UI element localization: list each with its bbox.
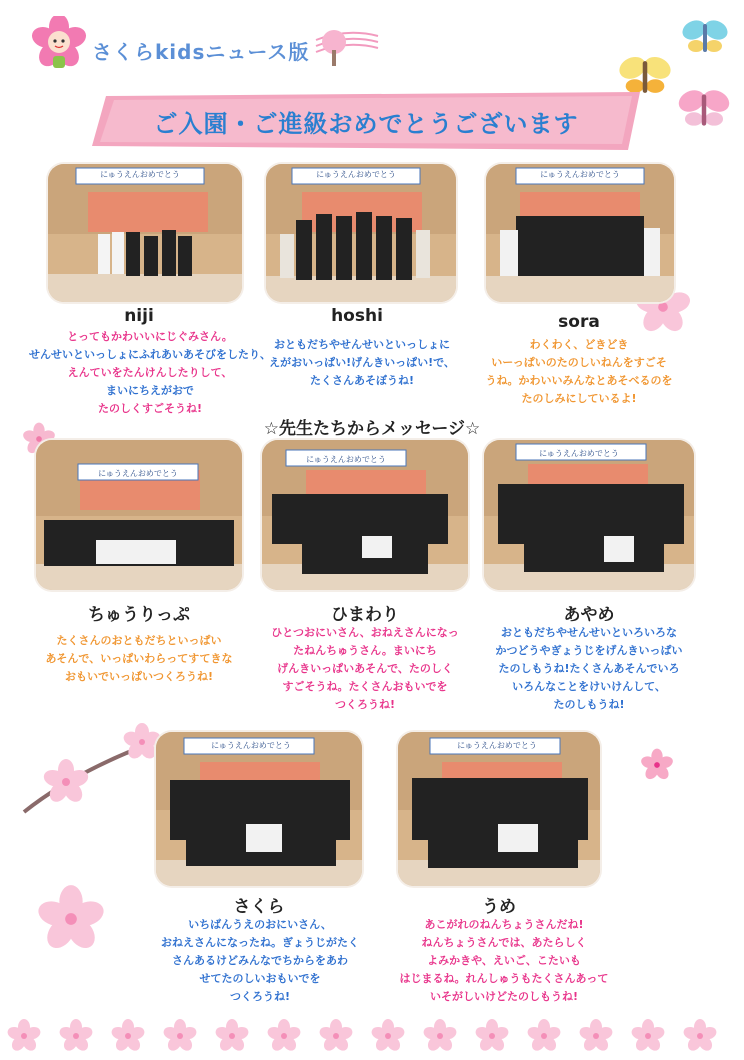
class-message-sakura: いちばんうえのおにいさん、 おねえさんになったね。ぎょうじがたく さんあるけどみんなでちからをあわ せてたのしいおもいでを つくろうね! (161, 918, 359, 1003)
class-message-tulip: たくさんのおともだちといっぱい あそんで、いっぱいわらってすてきな おもいでいっぱいつくろうね! (45, 634, 233, 683)
class-photo-niji (48, 164, 242, 302)
class-photo-sora (486, 164, 674, 302)
class-photo-sakura (156, 732, 362, 886)
class-name-tulip: ちゅうりっぷ (88, 605, 190, 625)
photo-sign: にゅうえんおめでとう (540, 170, 620, 179)
sakura-branch-icon (14, 712, 164, 826)
butterfly-icon (680, 16, 730, 64)
butterfly-icon (676, 84, 732, 140)
mascot-icon (28, 16, 90, 74)
photo-sign: にゅうえんおめでとう (98, 469, 178, 478)
class-name-hoshi: hoshi (331, 306, 383, 326)
page-title: ご入園・ご進級おめでとうございます (153, 110, 579, 138)
class-name-niji: niji (124, 306, 154, 326)
photo-sign: にゅうえんおめでとう (316, 170, 396, 179)
newsletter-brand: さくらkidsニュース版 (92, 40, 310, 64)
sakura-flower-icon (36, 884, 106, 958)
class-name-ayame: あやめ (563, 605, 615, 625)
class-message-niji: とってもかわいいにじぐみさん。 せんせいといっしょにふれあいあそびをしたり、 えんていをたんけんしたりして、 まいにちえがおで たのしくすごそうね! (29, 330, 271, 415)
photo-sign: にゅうえんおめでとう (306, 455, 386, 464)
class-message-hoshi: おともだちやせんせいといっしょに えがおいっぱい!げんきいっぱい!で、 たくさんあそぼうね! (269, 338, 455, 387)
class-message-ayame: おともだちやせんせいといろいろな かつどうやぎょうじをげんきいっぱい たのしもうね!たくさんあそんでいろ いろんなことをけいけんして、 たのしもうね! (495, 626, 683, 711)
class-photo-ayame (484, 440, 694, 590)
class-name-sora: sora (558, 312, 600, 332)
class-photo-tulip (36, 440, 242, 590)
class-message-sora: わくわく、どきどき いーっぱいのたのしいねんをすごそ うね。かわいいみんなとあそべるのを たのしみにしているよ! (485, 338, 673, 405)
photo-sign: にゅうえんおめでとう (457, 741, 537, 750)
photo-sign: にゅうえんおめでとう (211, 741, 291, 750)
section-title: ☆先生たちからメッセージ☆ (263, 419, 481, 439)
class-name-himawari: ひまわり (331, 605, 399, 625)
class-photo-hoshi (266, 164, 456, 302)
cherry-tree-icon (312, 22, 382, 68)
sakura-flower-icon (640, 748, 674, 786)
photo-sign: にゅうえんおめでとう (539, 449, 619, 458)
flower-border (0, 1016, 744, 1056)
class-name-sakura: さくら (233, 897, 285, 917)
class-message-himawari: ひとつおにいさん、おねえさんになっ たねんちゅうさん。まいにち げんきいっぱいあそんで、たのしく すごそうね。たくさんおもいでを つくろうね! (271, 626, 459, 711)
class-name-ume: うめ (482, 897, 516, 917)
class-photo-ume (398, 732, 600, 886)
class-message-ume: あこがれのねんちょうさんだね! ねんちょうさんでは、あたらしく よみかきや、えいご、こたいも はじまるね。れんしゅうもたくさんあって いそがしいけどたのしもうね! (399, 918, 609, 1003)
photo-sign: にゅうえんおめでとう (100, 170, 180, 179)
